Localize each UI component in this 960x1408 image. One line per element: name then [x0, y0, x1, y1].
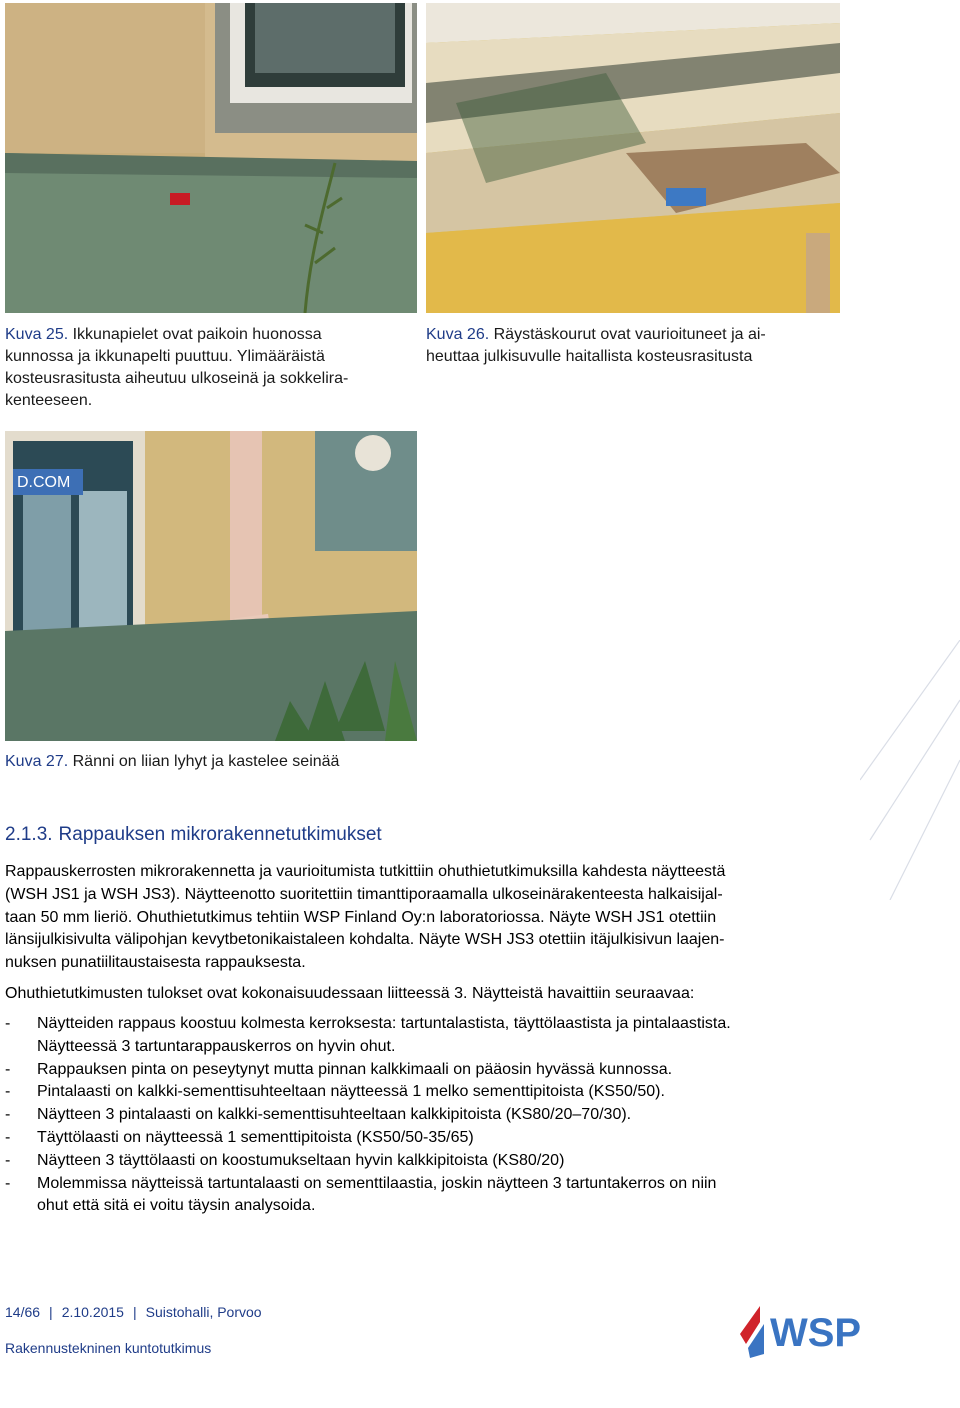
- logo-text: WSP: [770, 1311, 862, 1355]
- paragraph-results: [5, 983, 910, 1006]
- section-heading: [5, 824, 382, 846]
- caption-line: kunnossa ja ikkunapelti puuttuu. Ylimääräistä: [5, 348, 325, 365]
- list-dash: -: [5, 1015, 11, 1032]
- list-dash: -: [5, 1060, 11, 1078]
- list-line: Näytteessä 3 tartuntarappauskerros on hyvin ohut.: [37, 1037, 396, 1055]
- paragraph-intro: [5, 861, 910, 975]
- figure-caption-27: [5, 751, 417, 773]
- list-line: Näytteiden rappaus koostuu kolmesta kerroksesta: tartuntalastista, täyttölaastista ja pintalaastista.: [37, 1015, 731, 1032]
- photo-window-wall: [5, 3, 417, 313]
- findings-list: [5, 1013, 910, 1218]
- list-line: Rappauksen pinta on peseytynyt mutta pinnan kalkkimaali on pääosin hyvässä kunnossa.: [37, 1060, 673, 1078]
- list-line: Näytteen 3 pintalaasti on kalkki-sementtisuhteeltaan kalkkipitoista (KS80/20–70/30).: [37, 1106, 632, 1124]
- caption-line: kenteeseen.: [5, 392, 93, 409]
- footer-meta: [5, 1304, 262, 1320]
- footer-separator: |: [132, 1304, 137, 1320]
- list-line: Täyttölaasti on näytteessä 1 sementtipitoista (KS50/50-35/65): [37, 1128, 474, 1146]
- caption-line: heuttaa julkisuvulle haitallista kosteusrasitusta: [426, 348, 753, 365]
- list-line: Molemmissa näytteissä tartuntalaasti on sementtilaastia, joskin näytteen 3 tartuntakerros on niin: [37, 1174, 717, 1192]
- list-item: [5, 1013, 910, 1059]
- page-number: 14/66: [5, 1304, 41, 1320]
- list-item: [5, 1127, 910, 1150]
- window-sign-text: D.COM: [17, 474, 71, 491]
- list-dash: -: [5, 1174, 11, 1192]
- list-item: [5, 1081, 910, 1104]
- list-line: Näytteen 3 täyttölaasti on koostumukseltaan hyvin kalkkipitoista (KS80/20): [37, 1151, 565, 1169]
- list-dash: -: [5, 1083, 11, 1101]
- list-item: [5, 1173, 910, 1219]
- photo-downspout: [5, 431, 417, 741]
- paragraph-line: Ohuthietutkimusten tulokset ovat kokonaisuudessaan liitteessä 3. Näytteistä havaittiin seuraavaa:: [5, 985, 695, 1002]
- footer-separator: |: [49, 1304, 53, 1320]
- list-dash: -: [5, 1106, 11, 1124]
- photo-gutter-eaves: [426, 3, 840, 313]
- paragraph-line: (WSH JS1 ja WSH JS3). Näytteenotto suoritettiin timanttiporaamalla ulkoseinärakenteesta halkaisijal-: [5, 885, 723, 903]
- figure-label: Kuva 26.: [426, 326, 490, 343]
- paragraph-line: taan 50 mm lieriö. Ohuthietutkimus tehtiin WSP Finland Oy:n laboratoriossa. Näyte WSH JS1 otettiin: [5, 908, 717, 926]
- list-item: [5, 1150, 910, 1173]
- figure-label: Kuva 27.: [5, 753, 69, 770]
- section-number: 2.1.3.: [5, 824, 53, 845]
- list-line: Pintalaasti on kalkki-sementtisuhteeltaan näytteessä 1 melko sementtipitoista (KS50/50).: [37, 1083, 665, 1101]
- footer-date: 2.10.2015: [61, 1304, 124, 1320]
- wsp-logo: [740, 1298, 912, 1362]
- caption-line: Ikkunapielet ovat paikoin huonossa: [72, 326, 322, 343]
- paragraph-line: Rappauskerrosten mikrorakennetta ja vaurioitumista tutkittiin ohuthietutkimuksilla kahdesta näytteestä: [5, 863, 726, 880]
- list-item: [5, 1104, 910, 1127]
- caption-line: Räystäskourut ovat vaurioituneet ja ai-: [493, 326, 766, 343]
- caption-line: Ränni on liian lyhyt ja kastelee seinää: [72, 753, 340, 770]
- list-line: ohut että sitä ei voitu täysin analysoida.: [37, 1197, 316, 1215]
- footer-project: Suistohalli, Porvoo: [145, 1304, 262, 1320]
- decorative-lines: [860, 640, 960, 900]
- caption-line: kosteusrasitusta aiheutuu ulkoseinä ja sokkelira-: [5, 370, 349, 387]
- list-dash: -: [5, 1151, 11, 1169]
- footer-doc-type: Rakennustekninen kuntotutkimus: [5, 1340, 212, 1356]
- section-title: Rappauksen mikrorakennetutkimukset: [58, 824, 382, 845]
- paragraph-line: nuksen punatiilitaustaisesta rappauksesta.: [5, 954, 306, 972]
- list-dash: -: [5, 1128, 11, 1146]
- figure-caption-25: [5, 324, 405, 412]
- paragraph-line: länsijulkisivulta välipohjan kevytbetonikaistaleen kohdalta. Näyte WSH JS3 otettiin itäjulkisivun laajen-: [5, 931, 725, 949]
- list-item: [5, 1059, 910, 1082]
- figure-label: Kuva 25.: [5, 326, 69, 343]
- figure-caption-26: [426, 324, 846, 368]
